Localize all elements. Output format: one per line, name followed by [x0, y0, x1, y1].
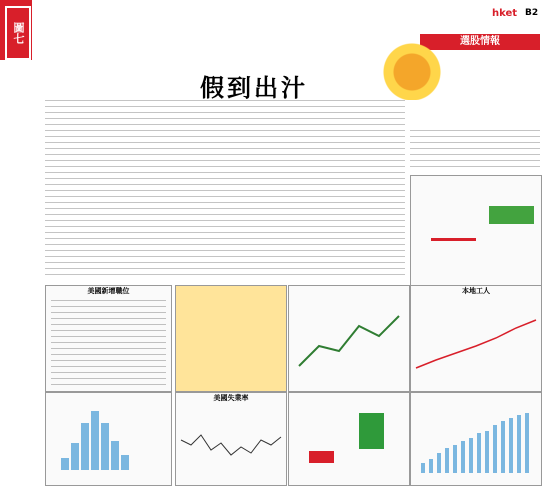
article-body — [45, 100, 405, 280]
series-line — [416, 320, 536, 368]
section-tab — [0, 0, 32, 488]
chart-bars-red-green — [288, 392, 410, 486]
bar — [453, 445, 457, 473]
bar — [121, 455, 129, 470]
bar — [493, 425, 497, 473]
bar — [429, 459, 433, 473]
section-title: 圖七 — [5, 6, 31, 60]
chart-svg — [289, 393, 409, 485]
chart-svg — [411, 298, 541, 388]
chart-employment — [45, 285, 172, 392]
chart-title: 本地工人 — [462, 287, 490, 295]
bar — [469, 438, 473, 473]
bar-1 — [489, 206, 534, 224]
series-line — [181, 435, 281, 455]
chart-panel-top-right — [410, 175, 542, 287]
bar — [509, 418, 513, 473]
page-number: B2 — [525, 8, 539, 18]
chart-unemployment — [175, 392, 287, 486]
bar — [91, 411, 99, 470]
bar — [525, 413, 529, 473]
bar — [101, 423, 109, 470]
chart-workers — [410, 285, 542, 392]
bar — [61, 458, 69, 470]
chart-svg — [46, 393, 171, 485]
top-bar — [0, 0, 550, 30]
chart-yellow — [175, 285, 287, 392]
bar — [437, 453, 441, 473]
chart-svg — [411, 393, 541, 485]
chart-svg — [289, 286, 409, 391]
bar — [477, 433, 481, 473]
chart-vacancies — [410, 392, 542, 486]
series-line — [299, 316, 399, 366]
bar — [461, 441, 465, 473]
bar — [421, 463, 425, 473]
chart-svg — [411, 176, 541, 286]
chart-histogram — [45, 392, 172, 486]
bar — [517, 415, 521, 473]
bar — [81, 423, 89, 470]
logo: hket — [492, 8, 518, 19]
sidebar-text — [410, 130, 540, 170]
bar-2 — [431, 238, 476, 241]
bar — [501, 421, 505, 473]
chart-svg — [176, 405, 286, 483]
bar-negative — [309, 451, 334, 463]
headline: 假到出汁 — [200, 73, 308, 102]
bar — [445, 448, 449, 473]
table-placeholder — [51, 300, 166, 385]
bar — [71, 443, 79, 470]
hero-illustration — [380, 30, 460, 100]
banner: 選股情報 — [420, 34, 540, 50]
bar — [485, 431, 489, 473]
chart-title: 美國失業率 — [213, 394, 249, 402]
chart-green — [288, 285, 410, 392]
chart-title: 美國新增職位 — [87, 287, 130, 295]
bar — [111, 441, 119, 470]
bar-positive — [359, 413, 384, 449]
